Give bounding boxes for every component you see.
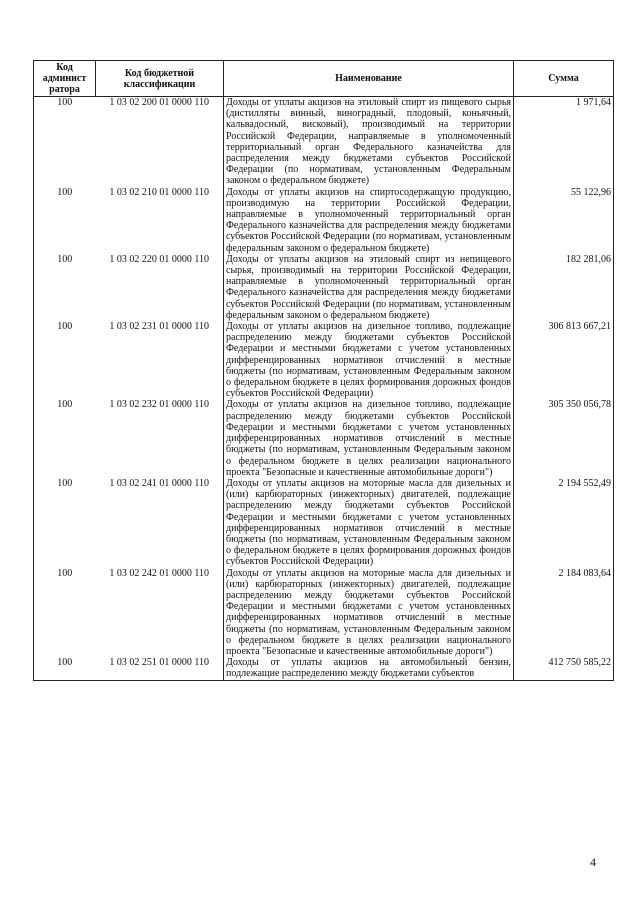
admin-code-cell: 100 [34,657,96,680]
revenue-name-cell: Доходы от уплаты акцизов на моторные масла для дизельных и (или) карбюраторных (инжекторных) двигателей, подлежащие распределению между бюджетами субъектов Российской Федерации и местными бюджетами с учетом установленных дифференцированных нормативов отчислений в местные бюджеты (по нормативам, установленным Федеральным законом о федеральном бюджете в целях реализации национального проекта "Безопасные и качественные автомобильные дороги") [224,568,514,658]
revenue-name-cell: Доходы от уплаты акцизов на дизельное топливо, подлежащие распределению между бюджетами субъектов Российской Федерации и местными бюджетами с учетом установленных дифференцированных нормативов отчислений в местные бюджеты (по нормативам, установленным Федеральным законом о федеральном бюджете в целях формирования дорожных фондов субъектов Российской Федерации) [224,321,514,399]
header-name: Наименование [224,61,514,97]
table-row [34,568,614,658]
budget-code-cell: 1 03 02 220 01 0000 110 [109,253,210,265]
header-admin-code: Код админист ратора [34,61,96,97]
budget-code-cell: 1 03 02 210 01 0000 110 [109,186,210,198]
table-row [34,321,614,399]
sum-cell: 2 184 083,64 [514,568,614,658]
budget-code-cell: 1 03 02 241 01 0000 110 [109,477,210,489]
admin-code-cell: 100 [34,187,96,254]
admin-code-cell: 100 [34,321,96,399]
sum-cell: 306 813 667,21 [514,321,614,399]
budget-code-cell: 1 03 02 242 01 0000 110 [109,567,210,579]
admin-code-cell: 100 [34,478,96,568]
page-number: 4 [590,855,596,869]
table-header-row [34,61,614,97]
admin-code-cell: 100 [34,254,96,321]
table-row [34,478,614,568]
budget-code-cell: 1 03 02 251 01 0000 110 [96,657,224,680]
budget-code-cell: 1 03 02 200 01 0000 110 [109,97,210,108]
sum-cell: 2 194 552,49 [514,478,614,568]
sum-cell: 1 971,64 [514,97,614,187]
admin-code-cell: 100 [34,568,96,658]
revenue-name-cell: Доходы от уплаты акцизов на этиловый спирт из пищевого сырья (дистилляты винный, виноградный, плодовый, коньячный, кальвадосный, висковый), производимый на территории Российской Федерации, направляемые в уполномоченный территориальный орган Федерального казначейства для распределения между бюджетами субъектов Российской Федерации (по нормативам, установленным Федеральным законом о федеральном бюджете) [224,97,514,187]
budget-code-cell: 1 03 02 232 01 0000 110 [109,399,210,411]
table-row [34,97,614,187]
sum-cell: 412 750 585,22 [514,657,614,680]
table-row [34,399,614,477]
admin-code-cell: 100 [34,97,96,187]
revenue-name-cell: Доходы от уплаты акцизов на этиловый спирт из непищевого сырья, производимый на территории Российской Федерации, направляемые в уполномоченный территориальный орган Федерального казначейства для распределения между бюджетами субъектов Российской Федерации (по нормативам, установленным федеральным законом о федеральном бюджете) [224,254,514,321]
sum-cell: 305 350 056,78 [514,399,614,477]
revenue-name-cell: Доходы от уплаты акцизов на спиртосодержащую продукцию, производимую на территории Российской Федерации, направляемые в уполномоченный территориальный орган Федерального казначейства для распределения между бюджетами субъектов Российской Федерации (по нормативам, установленным федеральным законом о федеральном бюджете) [224,187,514,254]
revenue-name-cell: Доходы от уплаты акцизов на дизельное топливо, подлежащие распределению между бюджетами субъектов Российской Федерации и местными бюджетами с учетом установленных дифференцированных нормативов отчислений в местные бюджеты (по нормативам, установленным Федеральным законом о федеральном бюджете в целях реализации национального проекта "Безопасные и качественные автомобильные дороги") [224,399,514,477]
sum-cell: 182 281,06 [514,254,614,321]
budget-code-cell: 1 03 02 231 01 0000 110 [109,321,210,333]
admin-code-cell: 100 [34,399,96,477]
budget-revenue-table [33,60,614,681]
sum-cell: 55 122,96 [514,187,614,254]
table-row [34,254,614,321]
revenue-name-cell: Доходы от уплаты акцизов на автомобильный бензин, подлежащие распределению между бюджетами субъектов [224,657,514,680]
revenue-name-cell: Доходы от уплаты акцизов на моторные масла для дизельных и (или) карбюраторных (инжекторных) двигателей, подлежащие распределению между бюджетами субъектов Российской Федерации и местными бюджетами с учетом установленных дифференцированных нормативов отчислений в местные бюджеты (по нормативам, установленным Федеральным законом о федеральном бюджете в целях формирования дорожных фондов субъектов Российской Федерации) [224,478,514,568]
table-row [34,657,614,680]
header-sum: Сумма [514,61,614,97]
header-budget-code: Код бюджетной классификации [96,61,224,97]
table-row [34,187,614,254]
